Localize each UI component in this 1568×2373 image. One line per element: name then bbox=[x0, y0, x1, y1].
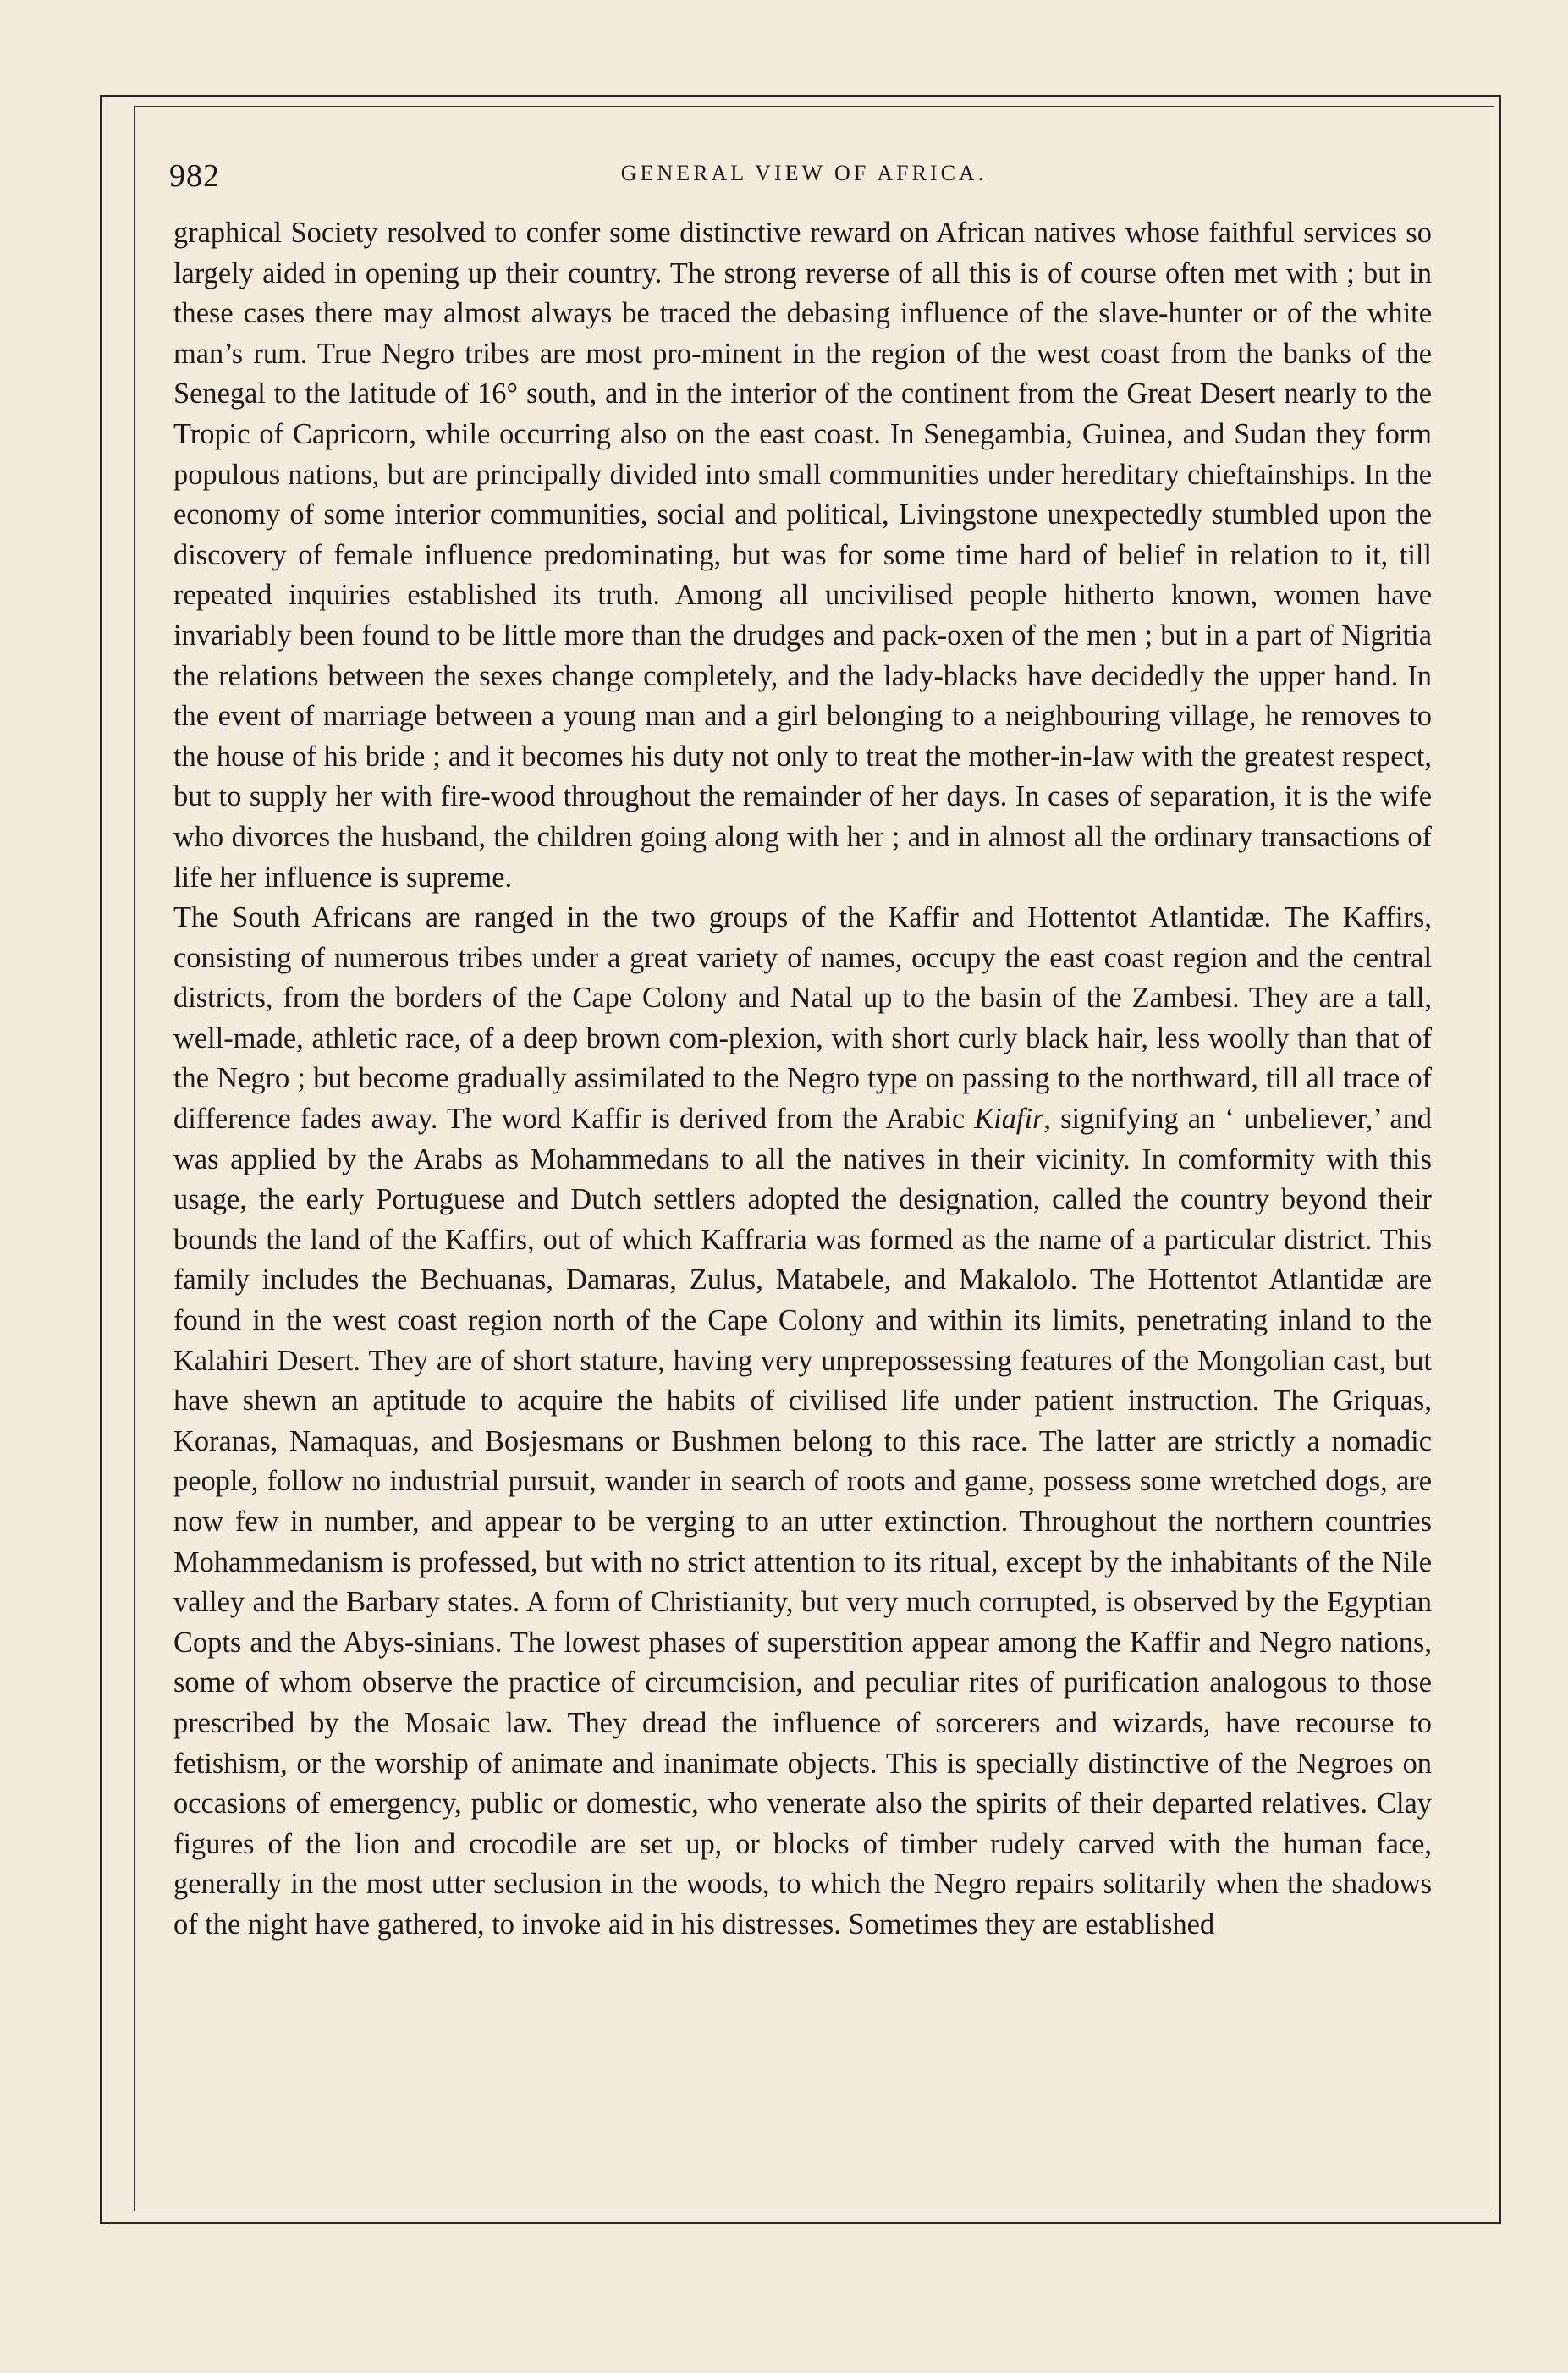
body-text bbox=[173, 213, 1432, 2177]
paragraph-1: graphical Society resolved to confer some distinctive reward on African natives whose faithful services so largely aided in opening up their country. The strong reverse of all this is of course often met with ; but in these cases there may almost always be traced the debasing influence of the slave-hunter or of the white man’s rum. True Negro tribes are most pro-minent in the region of the west coast from the banks of the Senegal to the latitude of 16° south, and in the interior of the continent from the Great Desert nearly to the Tropic of Capricorn, while occurring also on the east coast. In Senegambia, Guinea, and Sudan they form populous nations, but are principally divided into small communities under hereditary chieftainships. In the economy of some interior communities, social and political, Livingstone unexpectedly stumbled upon the discovery of female influence predominating, but was for some time hard of belief in relation to it, till repeated inquiries established its truth. Among all uncivilised people hitherto known, women have invariably been found to be little more than the drudges and pack-oxen of the men ; but in a part of Nigritia the relations between the sexes change completely, and the lady-blacks have decidedly the upper hand. In the event of marriage between a young man and a girl belonging to a neighbouring village, he removes to the house of his bride ; and it becomes his duty not only to treat the mother-in-law with the greatest respect, but to supply her with fire-wood throughout the remainder of her days. In cases of separation, it is the wife who divorces the husband, the children going along with her ; and in almost all the ordinary transactions of life her influence is supreme. bbox=[173, 217, 1432, 894]
paragraph-2-part-1: The South Africans are ranged in the two groups of the Kaffir and Hottentot Atlantidæ. The Kaffirs, consisting of numerous tribes under a great variety of names, occupy the east coast region and the central districts, from the borders of the Cape Colony and Natal up to the basin of the Zambesi. They are a tall, well-made, athletic race, of a deep brown com-plexion, with short curly black hair, less woolly than that of the Negro ; but become gradually assimilated to the Negro type on passing to the northward, till all trace of difference fades away. The word Kaffir is derived from the Arabic bbox=[173, 901, 1432, 1136]
italic-word-kiafir: Kiafir bbox=[974, 1103, 1044, 1136]
page-number: 982 bbox=[169, 158, 220, 194]
paragraph-2-part-2: , signifying an ‘ unbeliever,’ and was applied by the Arabs as Mohammedans to all the natives in their vicinity. In comformity with this usage, the early Portuguese and Dutch settlers adopted the designation, called the country beyond their bounds the land of the Kaffirs, out of which Kaffraria was formed as the name of a particular district. This family includes the Bechuanas, Damaras, Zulus, Matabele, and Makalolo. The Hottentot Atlantidæ are found in the west coast region north of the Cape Colony and within its limits, penetrating inland to the Kalahiri Desert. They are of short stature, having very unprepossessing features of the Mongolian cast, but have shewn an aptitude to acquire the habits of civilised life under patient instruction. The Griquas, Koranas, Namaquas, and Bosjesmans or Bushmen belong to this race. The latter are strictly a nomadic people, follow no industrial pursuit, wander in search of roots and game, possess some wretched dogs, are now few in number, and appear to be verging to an utter extinction. Throughout the northern countries Mohammedanism is professed, but with no strict attention to its ritual, except by the inhabitants of the Nile valley and the Barbary states. A form of Christianity, but very much corrupted, is observed by the Egyptian Copts and the Abys-sinians. The lowest phases of superstition appear among the Kaffir and Negro nations, some of whom observe the practice of circumcision, and peculiar rites of purification analogous to those prescribed by the Mosaic law. They dread the influence of sorcerers and wizards, have recourse to fetishism, or the worship of animate and inanimate objects. This is specially distinctive of the Negroes on occasions of emergency, public or domestic, who venerate also the spirits of their departed relatives. Clay figures of the lion and crocodile are set up, or blocks of timber rudely carved with the human face, generally in the most utter seclusion in the woods, to which the Negro repairs solitarily when the shadows of the night have gathered, to invoke aid in his distresses. Sometimes they are established bbox=[173, 1103, 1432, 1941]
paragraph-2 bbox=[173, 898, 1432, 1945]
running-title: GENERAL VIEW OF AFRICA. bbox=[620, 161, 988, 185]
running-head bbox=[169, 157, 1439, 195]
